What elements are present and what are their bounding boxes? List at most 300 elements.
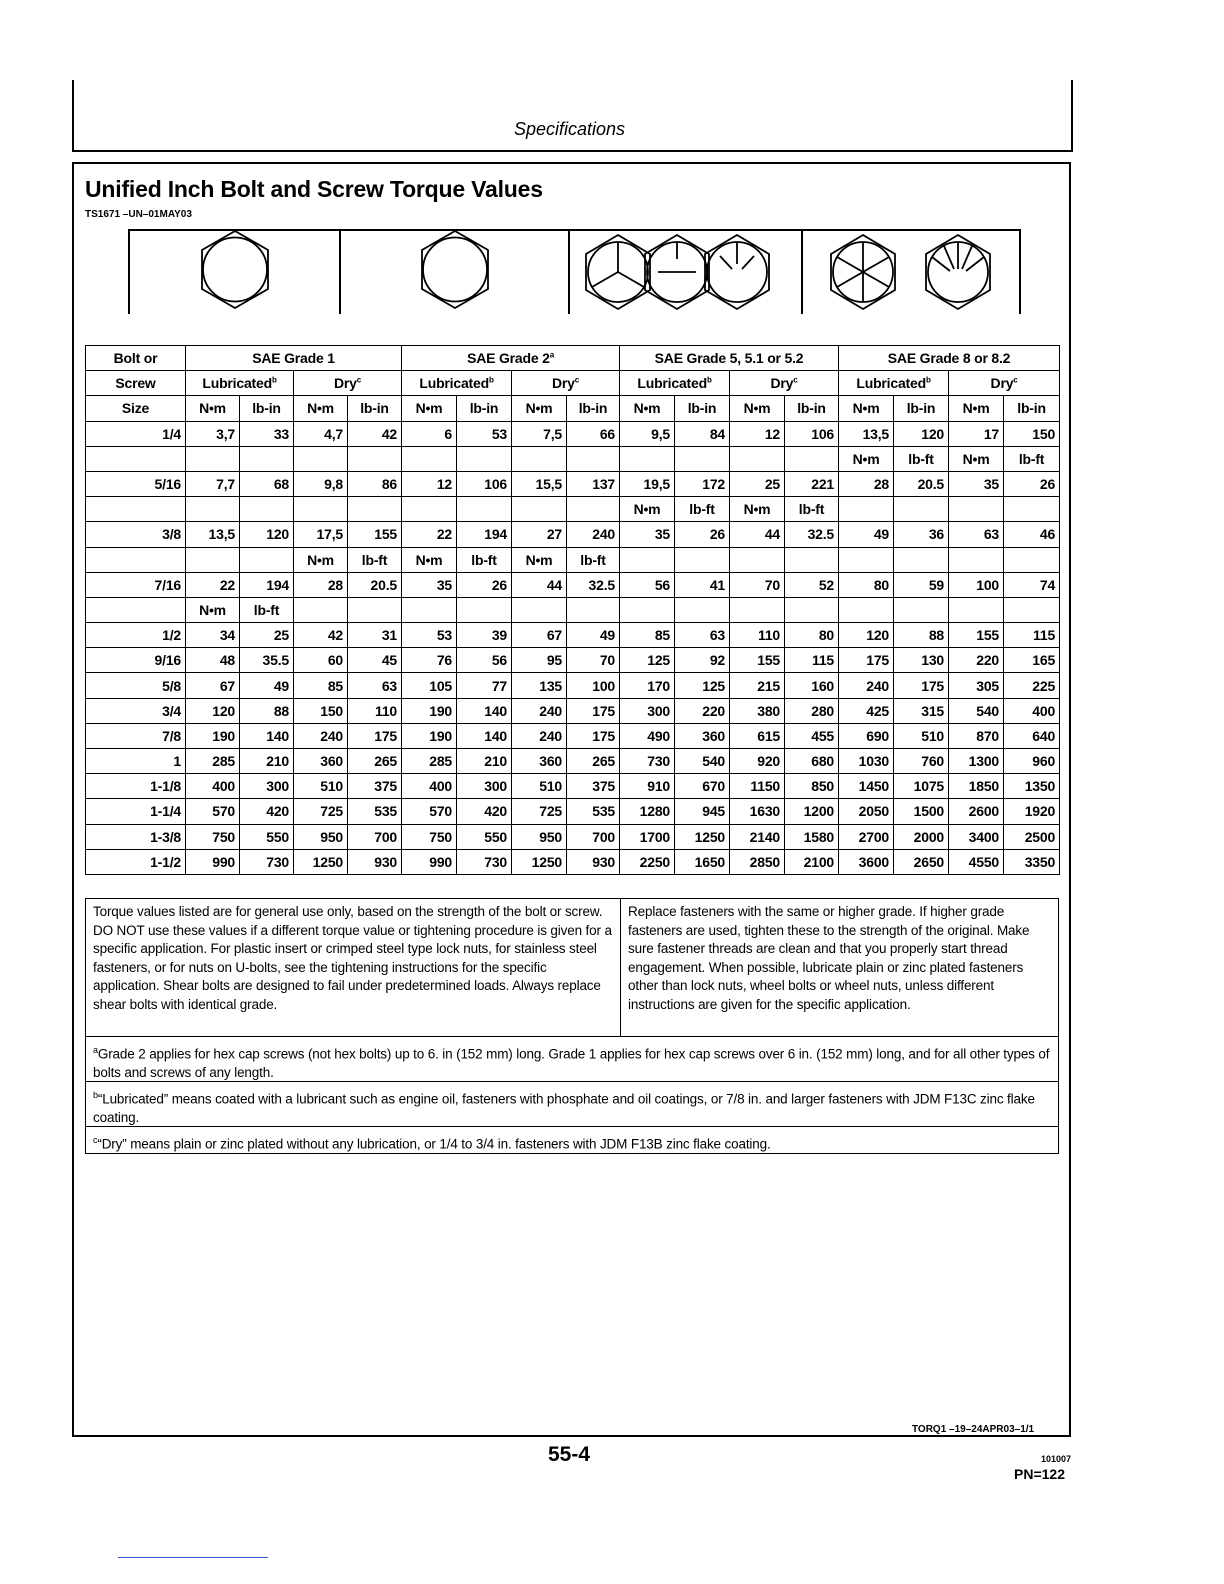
- torque-cell: [186, 547, 240, 572]
- torque-cell: 100: [949, 572, 1004, 597]
- torque-cell: 130: [894, 648, 949, 673]
- torque-cell: [839, 547, 894, 572]
- torque-cell: [567, 497, 620, 522]
- unit-header: lb-in: [348, 396, 402, 421]
- unit-header: lb-in: [785, 396, 839, 421]
- torque-cell: 640: [1004, 723, 1060, 748]
- torque-cell: N•m: [839, 446, 894, 471]
- torque-cell: 950: [294, 824, 348, 849]
- torque-cell: [457, 446, 512, 471]
- torque-cell: 9,5: [620, 421, 675, 446]
- torque-cell: 53: [402, 623, 457, 648]
- torque-cell: 510: [294, 774, 348, 799]
- torque-cell: [894, 597, 949, 622]
- torque-table: [85, 345, 1060, 875]
- condition-header: Dry$^c$: [949, 371, 1060, 396]
- size-cell: 9/16: [86, 648, 186, 673]
- torque-cell: 26: [457, 572, 512, 597]
- torque-cell: 3600: [839, 849, 894, 874]
- torque-cell: 315: [894, 698, 949, 723]
- size-cell: 1-3/8: [86, 824, 186, 849]
- torque-cell: lb-ft: [457, 547, 512, 572]
- torque-cell: 540: [675, 749, 730, 774]
- torque-cell: 280: [785, 698, 839, 723]
- torque-cell: 22: [402, 522, 457, 547]
- torque-cell: 990: [402, 849, 457, 874]
- torque-cell: 420: [457, 799, 512, 824]
- torque-cell: 88: [894, 623, 949, 648]
- torque-cell: 28: [294, 572, 348, 597]
- torque-cell: 945: [675, 799, 730, 824]
- header-rule-left: [72, 80, 74, 152]
- torque-cell: 63: [348, 673, 402, 698]
- torque-cell: 570: [186, 799, 240, 824]
- torque-cell: [186, 497, 240, 522]
- torque-cell: 33: [240, 421, 294, 446]
- torque-cell: [348, 497, 402, 522]
- torque-cell: 106: [457, 471, 512, 496]
- torque-cell: N•m: [294, 547, 348, 572]
- torque-cell: [675, 446, 730, 471]
- torque-cell: 360: [294, 749, 348, 774]
- torque-cell: 140: [457, 723, 512, 748]
- torque-cell: 1300: [949, 749, 1004, 774]
- torque-cell: 125: [675, 673, 730, 698]
- grade-5-1-hex-icon: [645, 235, 709, 309]
- torque-cell: 215: [730, 673, 785, 698]
- unit-header: N•m: [839, 396, 894, 421]
- torque-cell: N•m: [620, 497, 675, 522]
- torque-cell: [949, 547, 1004, 572]
- torque-cell: 3,7: [186, 421, 240, 446]
- torque-cell: [620, 446, 675, 471]
- torque-cell: 175: [839, 648, 894, 673]
- torque-cell: 155: [949, 623, 1004, 648]
- torque-cell: 100: [567, 673, 620, 698]
- footnote-b: $^b$“Lubricated” means coated with a lubricant such as engine oil, fasteners with phosphate and oil coatings, or 7/8 in. and larger fasteners with JDM F13C zinc flake coating.: [85, 1081, 1059, 1127]
- torque-cell: 930: [348, 849, 402, 874]
- torque-cell: [785, 446, 839, 471]
- torque-cell: [512, 446, 567, 471]
- unit-header: lb-in: [567, 396, 620, 421]
- torque-cell: lb-ft: [567, 547, 620, 572]
- torque-cell: 300: [620, 698, 675, 723]
- torque-cell: 2600: [949, 799, 1004, 824]
- table-row: [86, 471, 1060, 496]
- torque-cell: 115: [1004, 623, 1060, 648]
- torque-cell: 1630: [730, 799, 785, 824]
- torque-cell: 194: [240, 572, 294, 597]
- torque-cell: 540: [949, 698, 1004, 723]
- torque-cell: 490: [620, 723, 675, 748]
- torque-cell: [620, 597, 675, 622]
- size-cell: 1-1/2: [86, 849, 186, 874]
- torque-cell: 305: [949, 673, 1004, 698]
- torque-cell: 9,8: [294, 471, 348, 496]
- torque-cell: 155: [730, 648, 785, 673]
- torque-cell: 2700: [839, 824, 894, 849]
- condition-header: Lubricated$^b$: [839, 371, 949, 396]
- torque-cell: 265: [567, 749, 620, 774]
- torque-cell: lb-ft: [348, 547, 402, 572]
- torque-cell: 88: [240, 698, 294, 723]
- size-cell: [86, 446, 186, 471]
- torque-cell: 1850: [949, 774, 1004, 799]
- torque-cell: 1920: [1004, 799, 1060, 824]
- torque-cell: 175: [567, 723, 620, 748]
- torque-cell: 1250: [512, 849, 567, 874]
- table-row: [86, 749, 1060, 774]
- torque-cell: 15,5: [512, 471, 567, 496]
- torque-cell: 240: [567, 522, 620, 547]
- torque-cell: 1030: [839, 749, 894, 774]
- torque-cell: 455: [785, 723, 839, 748]
- torque-cell: 1350: [1004, 774, 1060, 799]
- torque-cell: 850: [785, 774, 839, 799]
- torque-cell: 150: [294, 698, 348, 723]
- stub-header: Bolt or: [86, 346, 186, 371]
- grade-header: SAE Grade 2$^a$: [402, 346, 620, 371]
- unit-header: N•m: [186, 396, 240, 421]
- torque-cell: 45: [348, 648, 402, 673]
- torque-cell: 510: [512, 774, 567, 799]
- torque-cell: 210: [240, 749, 294, 774]
- torque-cell: 375: [567, 774, 620, 799]
- torque-cell: 34: [186, 623, 240, 648]
- torque-cell: 400: [1004, 698, 1060, 723]
- torque-cell: 550: [457, 824, 512, 849]
- bolt-head-markings-illustration: [120, 229, 1025, 317]
- torque-cell: 20.5: [348, 572, 402, 597]
- grade-header: SAE Grade 8 or 8.2: [839, 346, 1060, 371]
- torque-cell: 1280: [620, 799, 675, 824]
- size-cell: 1/4: [86, 421, 186, 446]
- table-row: [86, 547, 1060, 572]
- torque-cell: 36: [894, 522, 949, 547]
- torque-cell: [1004, 497, 1060, 522]
- torque-cell: 28: [839, 471, 894, 496]
- torque-cell: 680: [785, 749, 839, 774]
- torque-cell: 42: [348, 421, 402, 446]
- torque-cell: 615: [730, 723, 785, 748]
- torque-cell: 27: [512, 522, 567, 547]
- torque-cell: 175: [567, 698, 620, 723]
- torque-cell: 85: [620, 623, 675, 648]
- torque-cell: [730, 597, 785, 622]
- torque-cell: 2500: [1004, 824, 1060, 849]
- torque-cell: 285: [186, 749, 240, 774]
- torque-cell: 120: [839, 623, 894, 648]
- grade-8-hex-icon: [831, 235, 895, 309]
- torque-cell: 120: [186, 698, 240, 723]
- unit-header: lb-in: [240, 396, 294, 421]
- size-cell: 1: [86, 749, 186, 774]
- torque-cell: 170: [620, 673, 675, 698]
- size-cell: 1-1/4: [86, 799, 186, 824]
- table-header-row-units: [86, 396, 1060, 421]
- torque-cell: 17: [949, 421, 1004, 446]
- torque-cell: 68: [240, 471, 294, 496]
- table-row: [86, 824, 1060, 849]
- torque-cell: [894, 497, 949, 522]
- unit-header: N•m: [620, 396, 675, 421]
- torque-cell: 44: [512, 572, 567, 597]
- table-row: [86, 673, 1060, 698]
- torque-cell: 63: [675, 623, 730, 648]
- table-row: [86, 522, 1060, 547]
- torque-cell: 17,5: [294, 522, 348, 547]
- torque-cell: [348, 446, 402, 471]
- page-number: 55-4: [548, 1443, 591, 1466]
- torque-cell: 360: [675, 723, 730, 748]
- torque-cell: 225: [1004, 673, 1060, 698]
- unit-header: lb-in: [675, 396, 730, 421]
- torque-cell: lb-ft: [1004, 446, 1060, 471]
- torque-cell: 990: [186, 849, 240, 874]
- torque-cell: [457, 597, 512, 622]
- torque-cell: 4550: [949, 849, 1004, 874]
- unit-header: N•m: [402, 396, 457, 421]
- torque-cell: [567, 446, 620, 471]
- torque-cell: 135: [512, 673, 567, 698]
- image-code: TS1671 –UN–01MAY03: [85, 209, 192, 220]
- torque-cell: 63: [949, 522, 1004, 547]
- torque-cell: [730, 446, 785, 471]
- torque-cell: [512, 497, 567, 522]
- torque-cell: 1500: [894, 799, 949, 824]
- bottom-link-line: [118, 1557, 268, 1558]
- table-row: [86, 698, 1060, 723]
- table-row: [86, 497, 1060, 522]
- document-code: TORQ1 –19–24APR03–1/1: [912, 1424, 1035, 1435]
- torque-cell: [512, 597, 567, 622]
- torque-cell: [240, 446, 294, 471]
- torque-cell: 2100: [785, 849, 839, 874]
- torque-cell: 1200: [785, 799, 839, 824]
- torque-cell: 300: [457, 774, 512, 799]
- torque-cell: 49: [567, 623, 620, 648]
- table-row: [86, 723, 1060, 748]
- torque-cell: 1075: [894, 774, 949, 799]
- footnote-c: $^c$“Dry” means plain or zinc plated without any lubrication, or 1/4 to 3/4 in. fasteners with JDM F13B zinc flake coating.: [85, 1126, 1059, 1154]
- torque-cell: 95: [512, 648, 567, 673]
- general-use-note: Torque values listed are for general use only, based on the strength of the bolt or screw. DO NOT use these values if a different torque value or tightening procedure is given for a specific application. For plastic insert or crimped steel type lock nuts, for stainless steel fasteners, or for nuts on U-bolts, see the tightening instructions for the specific application. Shear bolts are designed to fail under predetermined loads. Always replace shear bolts with identical grade.: [85, 898, 621, 1037]
- unit-header: lb-in: [1004, 396, 1060, 421]
- torque-cell: [730, 547, 785, 572]
- grade-5-2-hex-icon: [705, 235, 769, 309]
- table-row: [86, 648, 1060, 673]
- torque-cell: 25: [240, 623, 294, 648]
- torque-cell: 175: [894, 673, 949, 698]
- grade-header: SAE Grade 1: [186, 346, 402, 371]
- torque-cell: 80: [839, 572, 894, 597]
- table-row: [86, 597, 1060, 622]
- table-row: [86, 446, 1060, 471]
- size-cell: 3/8: [86, 522, 186, 547]
- unit-header: lb-in: [894, 396, 949, 421]
- torque-cell: 12: [402, 471, 457, 496]
- torque-cell: [785, 597, 839, 622]
- unit-header: N•m: [949, 396, 1004, 421]
- torque-cell: 400: [186, 774, 240, 799]
- torque-cell: 300: [240, 774, 294, 799]
- size-cell: 7/16: [86, 572, 186, 597]
- torque-cell: [294, 497, 348, 522]
- table-header-row-conditions: [86, 371, 1060, 396]
- torque-cell: 13,5: [186, 522, 240, 547]
- torque-cell: 730: [457, 849, 512, 874]
- torque-cell: 725: [512, 799, 567, 824]
- torque-cell: 190: [186, 723, 240, 748]
- torque-cell: 1700: [620, 824, 675, 849]
- torque-cell: N•m: [949, 446, 1004, 471]
- torque-cell: 175: [348, 723, 402, 748]
- torque-cell: 285: [402, 749, 457, 774]
- torque-cell: 730: [240, 849, 294, 874]
- torque-cell: 930: [567, 849, 620, 874]
- torque-cell: 77: [457, 673, 512, 698]
- torque-cell: 67: [186, 673, 240, 698]
- torque-cell: 39: [457, 623, 512, 648]
- size-cell: [86, 547, 186, 572]
- condition-header: Dry$^c$: [512, 371, 620, 396]
- torque-cell: 950: [512, 824, 567, 849]
- torque-cell: 690: [839, 723, 894, 748]
- torque-cell: [402, 497, 457, 522]
- torque-cell: 1150: [730, 774, 785, 799]
- torque-cell: 110: [348, 698, 402, 723]
- torque-cell: 44: [730, 522, 785, 547]
- torque-cell: 7,7: [186, 471, 240, 496]
- torque-cell: 750: [186, 824, 240, 849]
- torque-cell: 750: [402, 824, 457, 849]
- torque-cell: 106: [785, 421, 839, 446]
- torque-cell: 85: [294, 673, 348, 698]
- torque-cell: [348, 597, 402, 622]
- torque-cell: 240: [294, 723, 348, 748]
- torque-cell: 13,5: [839, 421, 894, 446]
- torque-cell: 420: [240, 799, 294, 824]
- torque-cell: 84: [675, 421, 730, 446]
- torque-cell: 240: [512, 698, 567, 723]
- torque-cell: 240: [839, 673, 894, 698]
- stub-header: Size: [86, 396, 186, 421]
- torque-cell: [402, 446, 457, 471]
- table-row: [86, 774, 1060, 799]
- torque-cell: 2250: [620, 849, 675, 874]
- torque-cell: 910: [620, 774, 675, 799]
- footnote-a: $^a$Grade 2 applies for hex cap screws (not hex bolts) up to 6. in (152 mm) long. Grade 1 applies for hex cap screws over 6 in. (152 mm) long, and for all other types of bolts and screws of any length.: [85, 1036, 1059, 1082]
- torque-cell: 725: [294, 799, 348, 824]
- torque-cell: 120: [240, 522, 294, 547]
- torque-cell: 48: [186, 648, 240, 673]
- torque-cell: 12: [730, 421, 785, 446]
- torque-cell: 140: [240, 723, 294, 748]
- torque-cell: 1250: [294, 849, 348, 874]
- torque-cell: 570: [402, 799, 457, 824]
- torque-cell: 70: [730, 572, 785, 597]
- condition-header: Dry$^c$: [730, 371, 839, 396]
- torque-cell: [949, 497, 1004, 522]
- torque-cell: 35.5: [240, 648, 294, 673]
- torque-cell: [785, 547, 839, 572]
- torque-cell: [1004, 547, 1060, 572]
- size-cell: 1-1/8: [86, 774, 186, 799]
- torque-cell: 700: [348, 824, 402, 849]
- torque-cell: 56: [457, 648, 512, 673]
- torque-cell: 1450: [839, 774, 894, 799]
- torque-cell: [402, 597, 457, 622]
- torque-cell: 670: [675, 774, 730, 799]
- grade-8-2-hex-icon: [926, 235, 990, 309]
- torque-cell: 2140: [730, 824, 785, 849]
- torque-cell: 760: [894, 749, 949, 774]
- size-cell: 3/4: [86, 698, 186, 723]
- torque-cell: 165: [1004, 648, 1060, 673]
- table-row: [86, 421, 1060, 446]
- torque-cell: 110: [730, 623, 785, 648]
- torque-cell: [240, 497, 294, 522]
- unit-header: lb-in: [457, 396, 512, 421]
- torque-cell: 76: [402, 648, 457, 673]
- torque-cell: 74: [1004, 572, 1060, 597]
- torque-cell: 31: [348, 623, 402, 648]
- torque-cell: 41: [675, 572, 730, 597]
- torque-cell: [839, 597, 894, 622]
- size-cell: [86, 597, 186, 622]
- table-row: [86, 623, 1060, 648]
- torque-cell: 150: [1004, 421, 1060, 446]
- torque-cell: 26: [1004, 471, 1060, 496]
- torque-cell: N•m: [402, 547, 457, 572]
- torque-cell: 42: [294, 623, 348, 648]
- torque-cell: 92: [675, 648, 730, 673]
- torque-cell: N•m: [512, 547, 567, 572]
- unit-header: N•m: [294, 396, 348, 421]
- unit-header: N•m: [730, 396, 785, 421]
- size-cell: 5/16: [86, 471, 186, 496]
- torque-cell: 155: [348, 522, 402, 547]
- torque-cell: 190: [402, 723, 457, 748]
- torque-cell: 60: [294, 648, 348, 673]
- size-cell: 1/2: [86, 623, 186, 648]
- torque-cell: N•m: [186, 597, 240, 622]
- header-rule: [72, 150, 1073, 152]
- header-rule-right: [1071, 80, 1073, 152]
- torque-cell: 220: [949, 648, 1004, 673]
- torque-cell: 190: [402, 698, 457, 723]
- torque-cell: [294, 597, 348, 622]
- torque-cell: [894, 547, 949, 572]
- torque-cell: 960: [1004, 749, 1060, 774]
- torque-cell: 26: [675, 522, 730, 547]
- torque-cell: [620, 547, 675, 572]
- torque-cell: [457, 497, 512, 522]
- torque-cell: 120: [894, 421, 949, 446]
- condition-header: Lubricated$^b$: [186, 371, 294, 396]
- torque-cell: 125: [620, 648, 675, 673]
- torque-cell: 70: [567, 648, 620, 673]
- page-title: Unified Inch Bolt and Screw Torque Values: [85, 176, 543, 202]
- unit-header: N•m: [512, 396, 567, 421]
- condition-header: Lubricated$^b$: [620, 371, 730, 396]
- print-code: 101007: [1041, 1454, 1072, 1464]
- torque-cell: 870: [949, 723, 1004, 748]
- torque-cell: 19,5: [620, 471, 675, 496]
- torque-cell: 20.5: [894, 471, 949, 496]
- torque-cell: 920: [730, 749, 785, 774]
- torque-cell: 52: [785, 572, 839, 597]
